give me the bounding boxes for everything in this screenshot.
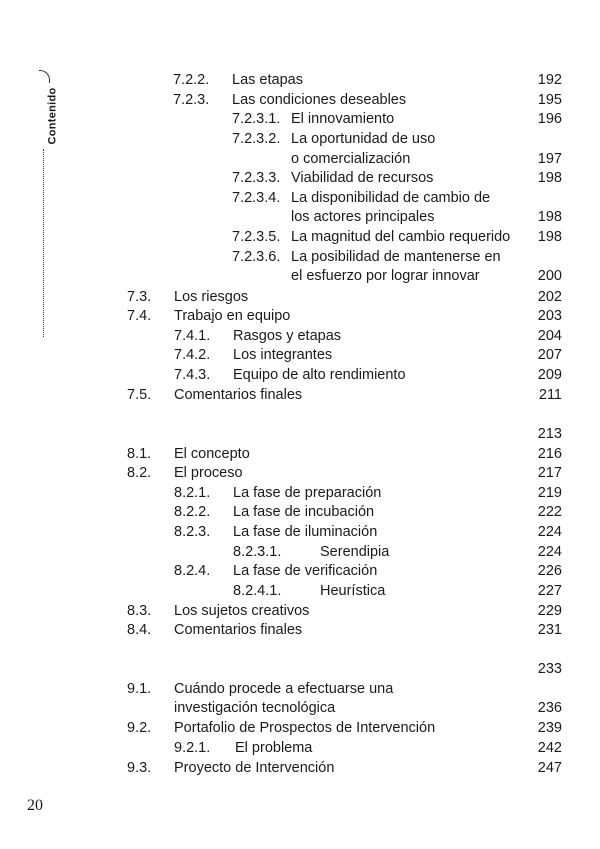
toc-entry-number: 9.2. <box>127 720 152 736</box>
toc-entry-number: 7.5. <box>127 387 152 403</box>
toc-entry-title: La fase de iluminación <box>233 524 378 540</box>
toc-entry-page: 217 <box>537 465 562 481</box>
toc-entry-number: 8.2. <box>127 465 152 481</box>
toc-entry-page: 231 <box>537 622 562 638</box>
toc-entry-page: 219 <box>537 485 562 501</box>
toc-entry-title: El innovamiento <box>291 111 395 127</box>
toc-entry-page: 211 <box>538 387 562 403</box>
toc-entry-page: 216 <box>537 446 562 462</box>
toc-entry-page: 197 <box>537 151 562 167</box>
toc-entry-title: La oportunidad de uso <box>291 131 436 147</box>
toc-entry-page: 195 <box>537 92 562 108</box>
toc-entry-title: Los riesgos <box>174 289 249 305</box>
toc-entry-title: El proceso <box>174 465 243 481</box>
toc-entry-title: Proyecto de Intervención <box>174 760 335 776</box>
page-number: 20 <box>27 797 43 814</box>
toc-entry-number: 7.4.2. <box>174 347 211 363</box>
toc-entry-page: 192 <box>537 72 562 88</box>
toc-entry-title: La fase de verificación <box>233 563 378 579</box>
toc-entry-title-line2: el esfuerzo por lograr innovar <box>291 268 480 284</box>
toc-entry-page: 222 <box>537 504 562 520</box>
toc-entry-page: 242 <box>537 740 562 756</box>
toc-entry-title: Heurística <box>320 583 386 599</box>
toc-entry-title: Equipo de alto rendimiento <box>233 367 406 383</box>
toc-entry-title: Cuándo procede a efectuarse una <box>174 681 394 697</box>
toc-entry-title: Rasgos y etapas <box>233 328 342 344</box>
toc-entry-number: 7.2.3.3. <box>232 170 281 186</box>
toc-entry-title-line2: los actores principales <box>291 209 435 225</box>
toc-chapter-page: 233 <box>537 661 562 677</box>
toc-entry-number: 7.2.3.5. <box>232 229 281 245</box>
toc-entry-page: 203 <box>537 308 562 324</box>
toc-entry-number: 7.2.3.2. <box>232 131 281 147</box>
toc-entry-number: 7.2.3.1. <box>232 111 281 127</box>
toc-entry-page: 226 <box>537 563 562 579</box>
toc-entry-page: 229 <box>537 603 562 619</box>
toc-chapter-page: 213 <box>537 426 562 442</box>
toc-entry-page: 198 <box>537 209 562 225</box>
toc-entry-page: 224 <box>537 524 562 540</box>
toc-entry-title: Los sujetos creativos <box>174 603 310 619</box>
toc-entry-title: Los integrantes <box>233 347 333 363</box>
toc-entry-number: 7.4. <box>127 308 152 324</box>
toc-entry-number: 7.2.3.6. <box>232 249 281 265</box>
toc-entry-page: 200 <box>537 268 562 284</box>
toc-entry-title: Viabilidad de recursos <box>291 170 434 186</box>
toc-entry-page: 196 <box>537 111 562 127</box>
toc-entry-title: La posibilidad de mantenerse en <box>291 249 501 265</box>
toc-entry-page: 236 <box>537 700 562 716</box>
toc-entry-title: Comentarios finales <box>174 387 303 403</box>
toc-entry-number: 8.2.1. <box>174 485 211 501</box>
toc-entry-title: La disponibilidad de cambio de <box>291 190 491 206</box>
toc-entry-number: 9.3. <box>127 760 152 776</box>
toc-entry-number: 8.1. <box>127 446 152 462</box>
toc-entry-title: Las condiciones deseables <box>232 92 407 108</box>
toc-entry-number: 8.2.4. <box>174 563 211 579</box>
toc-entry-page: 209 <box>537 367 562 383</box>
toc-entry-number: 7.2.3.4. <box>232 190 281 206</box>
toc-entry-number: 8.2.3.1. <box>233 544 282 560</box>
toc-entry-page: 198 <box>537 229 562 245</box>
toc-entry-title: Trabajo en equipo <box>174 308 291 324</box>
toc-entry-number: 7.3. <box>127 289 152 305</box>
toc-entry-page: 224 <box>537 544 562 560</box>
toc-entry-page: 239 <box>537 720 562 736</box>
toc-entry-title: La fase de incubación <box>233 504 375 520</box>
toc-entry-page: 247 <box>537 760 562 776</box>
toc-entry-title: El problema <box>235 740 313 756</box>
toc-entry-number: 7.4.3. <box>174 367 211 383</box>
toc-entry-number: 8.2.3. <box>174 524 211 540</box>
toc-entry-page: 227 <box>537 583 562 599</box>
toc-entry-number: 7.2.2. <box>173 72 210 88</box>
toc-entry-title: Serendipia <box>320 544 390 560</box>
toc-entry-title-line2: investigación tecnológica <box>174 700 336 716</box>
toc-entry-page: 204 <box>537 328 562 344</box>
toc-entry-title-line2: o comercialización <box>291 151 411 167</box>
toc-entry-title: Portafolio de Prospectos de Intervención <box>174 720 436 736</box>
toc-entry-number: 9.2.1. <box>174 740 211 756</box>
toc-entry-page: 207 <box>537 347 562 363</box>
toc-entry-title: La magnitud del cambio requerido <box>291 229 511 245</box>
toc-entry-number: 7.2.3. <box>173 92 210 108</box>
side-section-label: Contenido <box>46 87 59 145</box>
toc-entry-page: 198 <box>537 170 562 186</box>
toc-entry-number: 8.2.2. <box>174 504 211 520</box>
toc-entry-number: 8.4. <box>127 622 152 638</box>
toc-entry-number: 7.4.1. <box>174 328 211 344</box>
toc-entry-title: Las etapas <box>232 72 303 88</box>
toc-entry-title: El concepto <box>174 446 250 462</box>
toc-entry-title: La fase de preparación <box>233 485 382 501</box>
toc-entry-number: 8.3. <box>127 603 152 619</box>
toc-entry-number: 9.1. <box>127 681 152 697</box>
toc-entry-page: 202 <box>537 289 562 305</box>
toc-entry-number: 8.2.4.1. <box>233 583 282 599</box>
toc-entry-title: Comentarios finales <box>174 622 303 638</box>
